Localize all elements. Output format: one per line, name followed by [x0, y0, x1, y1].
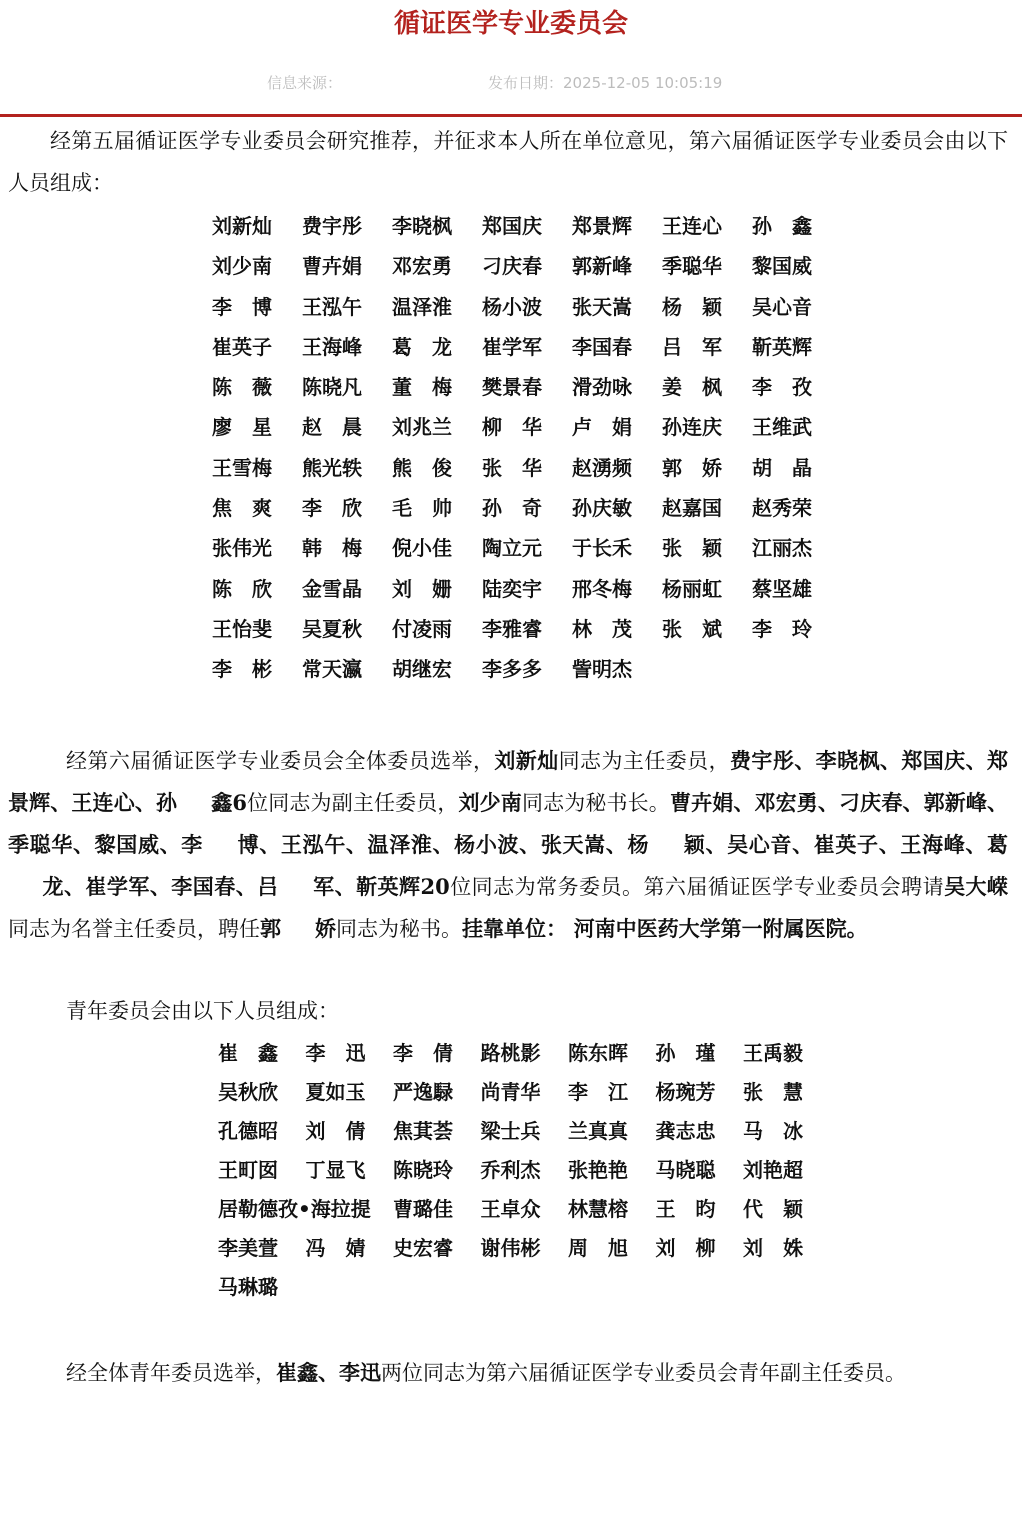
member-name: 李晓枫	[392, 214, 452, 238]
member-name: 张 华	[482, 455, 542, 480]
member-name: 张伟光	[212, 536, 272, 561]
member-name: 倪小佳	[392, 536, 452, 561]
member-name: 孙连庆	[662, 415, 722, 440]
youth-member-name: 杨琬芳	[655, 1080, 716, 1104]
youth-member-name: 王 昀	[655, 1197, 716, 1221]
youth-member-name: 乔利杰	[480, 1158, 541, 1182]
youth-member-name: 林慧榕	[568, 1197, 628, 1221]
member-name: 温泽淮	[392, 294, 452, 319]
title-divider	[0, 114, 1022, 117]
member-name: 胡 晶	[752, 455, 812, 480]
youth-election-paragraph	[8, 1352, 1008, 1394]
youth-member-name: 居勒德孜•海拉提	[218, 1197, 371, 1221]
member-name: 赵 晨	[302, 415, 362, 440]
member-name: 王怡斐	[212, 616, 272, 641]
youth-member-name: 路桃影	[480, 1041, 541, 1065]
youth-member-name: 吴秋欣	[218, 1080, 278, 1104]
member-name: 李 博	[212, 294, 272, 319]
member-name: 季聪华	[662, 254, 722, 279]
member-name: 毛 帅	[392, 496, 452, 521]
member-name: 郭 娇	[662, 455, 722, 480]
member-name: 赵嘉国	[662, 496, 722, 521]
youth-member-name: 马晓聪	[655, 1158, 716, 1182]
vice-chair-names: 费宇彤、李晓枫、郑国庆、郑景辉、王连心、孙 鑫6	[8, 748, 1009, 815]
standing-member-names: 曹卉娟、邓宏勇、刁庆春、郭新峰、季聪华、黎国威、李 博、王泓午、温泽淮、杨小波、张天嵩、杨 颖、吴心音、崔英子、王海峰、葛龙、崔学军、李国春、吕 军、靳英辉20	[8, 790, 1009, 899]
member-name: 刘新灿	[212, 214, 272, 238]
member-name: 卢 娟	[572, 415, 632, 440]
secretary-name: 郭 娇	[260, 916, 336, 941]
chair-name: 刘新灿	[494, 748, 559, 773]
election-text: 同志为主任委员，	[558, 749, 730, 773]
member-name: 董 梅	[392, 375, 452, 400]
election-paragraph	[8, 740, 1008, 950]
member-name: 熊光轶	[302, 455, 362, 480]
honorary-chair-name: 吴大嵘	[944, 874, 1009, 899]
election-text: 同志为名誉主任委员，聘任	[8, 917, 260, 941]
member-name: 滑劲咏	[572, 375, 632, 400]
youth-member-name: 李 江	[568, 1080, 628, 1104]
member-name: 王维武	[752, 415, 812, 440]
date-label: 发布日期：	[488, 74, 564, 92]
member-name: 林 茂	[572, 616, 632, 641]
member-name: 李 欣	[302, 496, 362, 521]
youth-member-list	[218, 1034, 831, 1307]
secretary-general-name: 刘少南	[458, 790, 522, 815]
source-label: 信息来源：	[267, 74, 343, 92]
youth-member-name: 丁显飞	[305, 1158, 366, 1182]
youth-member-name: 李美萱	[218, 1236, 278, 1260]
member-name: 常天瀛	[302, 657, 362, 682]
youth-member-name: 焦萁荟	[393, 1119, 453, 1143]
youth-vice-chair-names: 崔鑫、李迅	[276, 1360, 381, 1385]
youth-member-name: 王卓众	[480, 1197, 541, 1221]
member-name: 孙 鑫	[752, 214, 812, 238]
election-text: 同志为秘书。	[336, 917, 462, 941]
election-text: 位同志为常务委员。第六届循证医学专业委员会聘请	[449, 875, 945, 899]
youth-member-name: 马琳璐	[218, 1275, 278, 1299]
youth-member-name: 李 迅	[305, 1041, 366, 1065]
member-name: 李 孜	[752, 375, 812, 400]
youth-member-name: 尚青华	[480, 1080, 541, 1104]
member-name: 孙庆敏	[572, 496, 632, 521]
member-name: 刘兆兰	[392, 415, 452, 440]
member-name: 黎国威	[752, 254, 812, 279]
member-name: 李 彬	[212, 657, 272, 682]
member-name: 于长禾	[572, 536, 632, 561]
election-text: 同志为秘书长。	[521, 791, 670, 815]
member-name: 焦 爽	[212, 496, 272, 521]
youth-member-name: 孙 瑾	[655, 1041, 716, 1065]
member-name: 赵湧频	[572, 455, 632, 480]
youth-member-name: 马 冰	[743, 1119, 803, 1143]
youth-member-name: 张艳艳	[568, 1158, 628, 1182]
youth-member-name: 谢伟彬	[480, 1236, 541, 1260]
youth-member-name: 龚志忠	[655, 1119, 716, 1143]
member-name: 郭新峰	[572, 254, 632, 279]
member-name: 赵秀荣	[752, 496, 812, 521]
youth-election-text: 两位同志为第六届循证医学专业委员会青年副主任委员。	[381, 1361, 906, 1385]
member-name: 孙 奇	[482, 496, 542, 521]
youth-member-name: 王町囡	[218, 1158, 278, 1182]
member-name: 费宇彤	[302, 214, 362, 238]
member-name: 邢冬梅	[572, 576, 632, 601]
youth-intro-paragraph: 青年委员会由以下人员组成：	[66, 999, 339, 1023]
youth-member-name: 梁士兵	[480, 1119, 541, 1143]
member-name: 吴夏秋	[302, 616, 362, 641]
youth-member-name: 刘 倩	[305, 1119, 366, 1143]
member-name: 陆奕宇	[482, 576, 542, 601]
member-name: 杨 颖	[662, 294, 722, 319]
member-name: 熊 俊	[392, 455, 452, 480]
member-name: 张 斌	[662, 616, 722, 641]
member-name: 郑国庆	[482, 214, 542, 238]
member-name: 吴心音	[752, 294, 812, 319]
youth-member-name: 孔德昭	[218, 1119, 278, 1143]
member-name: 刁庆春	[482, 254, 542, 279]
member-name: 王雪梅	[212, 455, 272, 480]
member-name: 陶立元	[482, 536, 542, 561]
member-name: 葛 龙	[392, 334, 452, 359]
member-name: 郑景辉	[572, 214, 632, 238]
member-name: 金雪晶	[302, 576, 362, 601]
publish-date	[488, 72, 722, 93]
member-name: 吕 军	[662, 334, 722, 359]
youth-member-name: 陈晓玲	[393, 1158, 453, 1182]
youth-member-name: 史宏睿	[393, 1236, 453, 1260]
youth-member-name: 兰真真	[568, 1119, 628, 1143]
youth-member-name: 李 倩	[393, 1041, 453, 1065]
youth-member-name: 刘 姝	[743, 1236, 803, 1260]
member-list	[212, 206, 842, 690]
youth-member-name: 冯 婧	[305, 1236, 366, 1260]
youth-election-text: 经全体青年委员选举，	[66, 1361, 276, 1385]
member-name: 王泓午	[302, 294, 362, 319]
article-meta	[0, 72, 1022, 96]
member-name: 陈 薇	[212, 375, 272, 400]
member-name: 江丽杰	[752, 536, 812, 561]
youth-member-name: 崔 鑫	[218, 1041, 278, 1065]
member-name: 李雅睿	[482, 616, 542, 641]
member-name: 廖 星	[212, 415, 272, 440]
host-unit: 河南中医药大学第一附属医院。	[573, 916, 868, 941]
member-name: 胡继宏	[392, 657, 452, 682]
member-name: 刘 姗	[392, 576, 452, 601]
election-text: 位同志为副主任委员，	[247, 791, 459, 815]
youth-member-name: 张 慧	[743, 1080, 803, 1104]
member-name: 李多多	[482, 657, 542, 682]
youth-member-name: 曹璐佳	[393, 1197, 453, 1221]
member-name: 陈晓凡	[302, 375, 362, 400]
youth-member-name: 周 旭	[568, 1236, 628, 1260]
member-name: 蔡坚雄	[752, 576, 812, 601]
member-name: 崔学军	[482, 334, 542, 359]
date-value: 2025-12-05 10:05:19	[563, 74, 723, 92]
member-name: 杨小波	[482, 294, 542, 319]
member-name: 姜 枫	[662, 375, 722, 400]
page-title: 循证医学专业委员会	[393, 9, 628, 39]
member-name: 樊景春	[482, 375, 542, 400]
youth-member-name: 刘艳超	[743, 1158, 803, 1182]
youth-member-name: 王禹毅	[743, 1041, 803, 1065]
intro-paragraph: 经第五届循证医学专业委员会研究推荐，并征求本人所在单位意见，第六届循证医学专业委员会由以下人员组成：	[8, 129, 1008, 195]
member-name: 柳 华	[482, 415, 542, 440]
youth-member-name: 刘 柳	[655, 1236, 716, 1260]
member-name: 付凌雨	[392, 616, 452, 641]
member-name: 李 玲	[752, 616, 812, 641]
member-name: 曹卉娟	[302, 254, 362, 279]
member-name: 刘少南	[212, 254, 272, 279]
member-name: 杨丽虹	[662, 576, 722, 601]
youth-member-name: 夏如玉	[305, 1080, 366, 1104]
member-name: 王海峰	[302, 334, 362, 359]
member-name: 訾明杰	[572, 657, 632, 682]
member-name: 崔英子	[212, 334, 272, 359]
member-name: 韩 梅	[302, 536, 362, 561]
election-text: 经第六届循证医学专业委员会全体委员选举，	[66, 749, 495, 773]
youth-member-name: 陈东晖	[568, 1041, 628, 1065]
member-name: 王连心	[662, 214, 722, 238]
member-name: 陈 欣	[212, 576, 272, 601]
youth-member-name: 代 颖	[743, 1197, 803, 1221]
member-name: 张天嵩	[572, 294, 632, 319]
host-label: 挂靠单位：	[462, 916, 567, 941]
member-name: 邓宏勇	[392, 254, 452, 279]
member-name: 靳英辉	[752, 334, 812, 359]
member-name: 李国春	[572, 334, 632, 359]
youth-member-name: 严逸騄	[393, 1080, 453, 1104]
member-name: 张 颖	[662, 536, 722, 561]
